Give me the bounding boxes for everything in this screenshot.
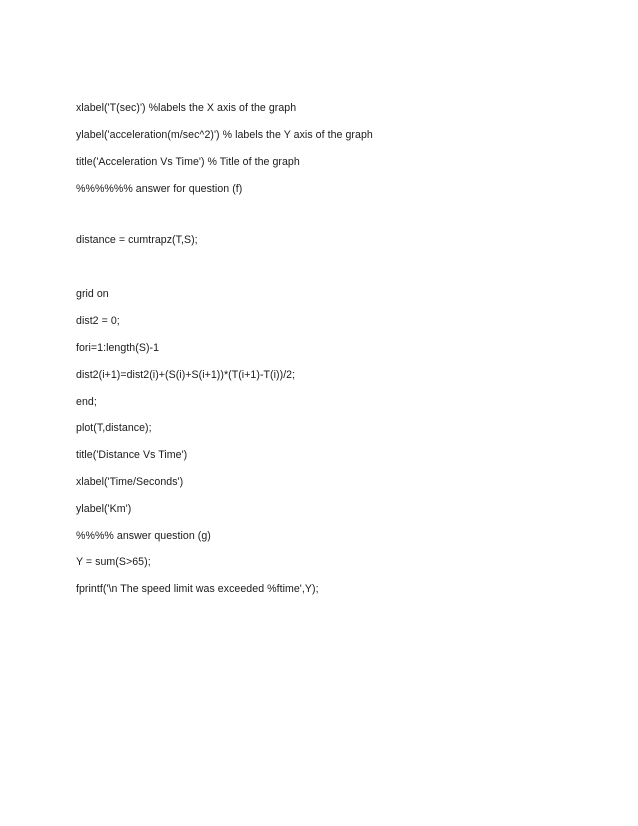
code-line-fprintf: fprintf('\n The speed limit was exceeded %ftime',Y); <box>76 583 319 595</box>
code-line-xlabel-time: xlabel('Time/Seconds') <box>76 476 184 488</box>
code-line-grid-on: grid on <box>76 288 109 300</box>
code-line-for-loop: fori=1:length(S)-1 <box>76 342 160 354</box>
code-line-comment-question-g: %%%% answer question (g) <box>76 530 211 542</box>
code-line-dist2-update: dist2(i+1)=dist2(i)+(S(i)+S(i+1))*(T(i+1)-T(i))/2; <box>76 369 296 381</box>
code-line-plot-distance: plot(T,distance); <box>76 422 152 434</box>
code-line-title-acceleration: title('Acceleration Vs Time') % Title of the graph <box>76 156 300 168</box>
code-line-comment-question-f: %%%%%% answer for question (f) <box>76 183 243 195</box>
code-line-distance-cumtrapz: distance = cumtrapz(T,S); <box>76 234 198 246</box>
code-line-xlabel-tsec: xlabel('T(sec)') %labels the X axis of the graph <box>76 102 297 114</box>
code-line-title-distance: title('Distance Vs Time') <box>76 449 188 461</box>
code-line-sum-speed: Y = sum(S>65); <box>76 556 151 568</box>
code-line-ylabel-acceleration: ylabel('acceleration(m/sec^2)') % labels the Y axis of the graph <box>76 129 373 141</box>
code-line-end: end; <box>76 396 97 408</box>
code-line-ylabel-km: ylabel('Km') <box>76 503 132 515</box>
code-line-dist2-init: dist2 = 0; <box>76 315 120 327</box>
